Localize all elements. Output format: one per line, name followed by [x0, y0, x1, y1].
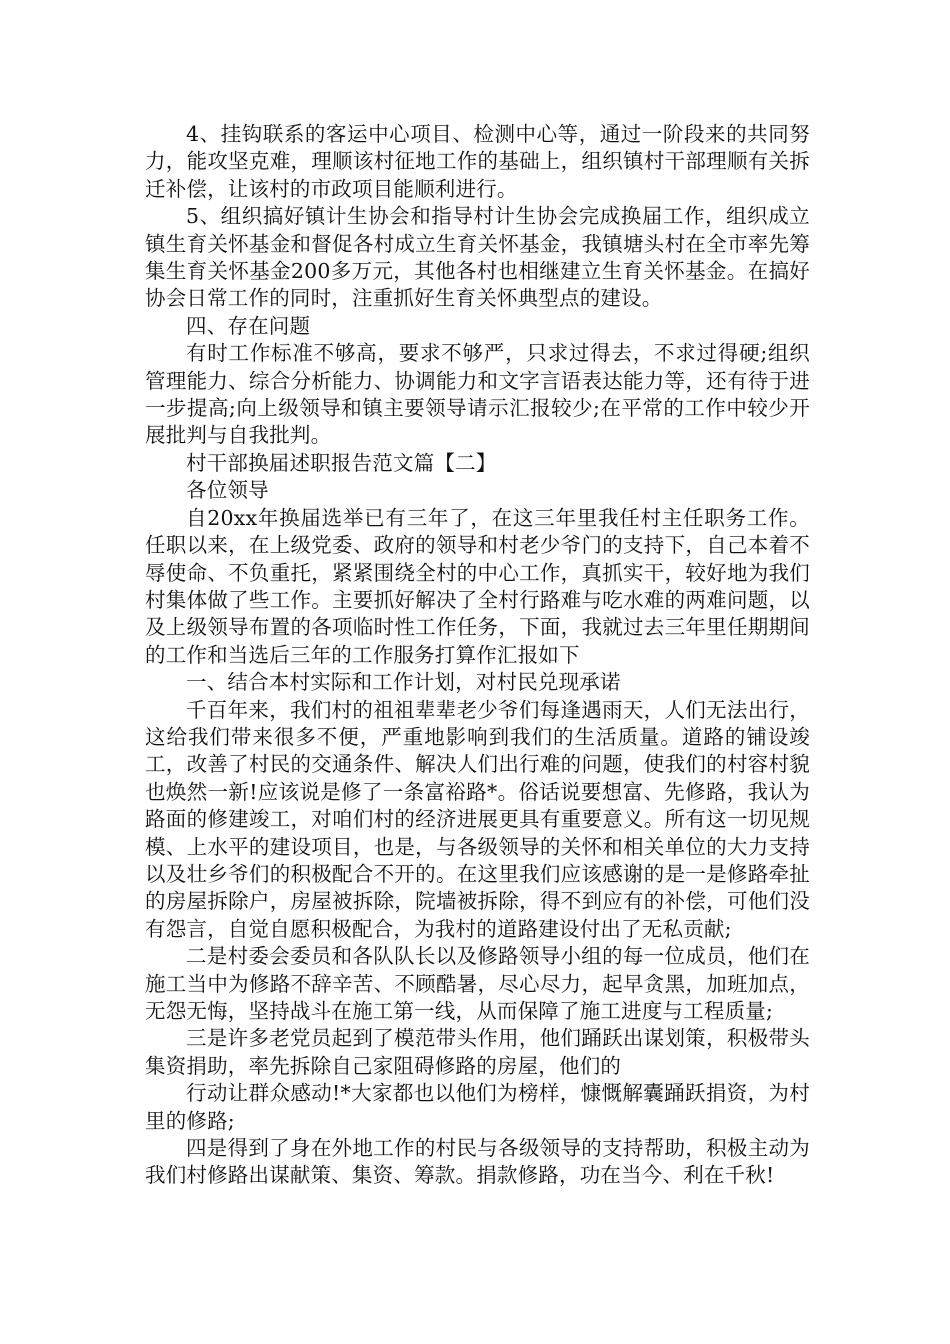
paragraph-committee-members: 二是村委会委员和各队队长以及修路领导小组的每一位成员，他们在施工当中为修路不辞辛苦、不顾酷暑，尽心尽力，起早贪黑，加班加点，无怨无悔，坚持战斗在施工第一线，从而保障了施工进度与工程质量; — [145, 944, 810, 1023]
paragraph-item-4: 4、挂钩联系的客运中心项目、检测中心等，通过一阶段来的共同努力，能攻坚克难，理顺该村征地工作的基础上，组织镇村干部理顺有关拆迁补偿，让该村的市政项目能顺利进行。 — [145, 122, 810, 201]
document-body — [145, 121, 810, 1190]
paragraph-item-5: 5、组织搞好镇计生协会和指导村计生协会完成换届工作，组织成立镇生育关怀基金和督促各村成立生育关怀基金，我镇塘头村在全市率先筹集生育关怀基金200多万元，其他各村也相继建立生育关怀基金。在搞好协会日常工作的同时，注重抓好生育关怀典型点的建设。 — [145, 204, 810, 311]
section-heading-commitments: 一、结合本村实际和工作计划，对村民兑现承诺 — [186, 670, 621, 695]
article-title-part-two: 村干部换届述职报告范文篇【二】 — [186, 450, 497, 475]
paragraph-introduction: 自20xx年换届选举已有三年了，在这三年里我任村主任职务工作。任职以来，在上级党委、政府的领导和村老少爷门的支持下，自己本着不辱使命、不负重托，紧紧围绕全村的中心工作，真抓实干，较好地为我们村集体做了些工作。主要抓好解决了全村行路难与吃水难的两难问题，以及上级领导布置的各项临时性工作任务，下面，我就过去三年里任期期间的工作和当选后三年的工作服务打算作汇报如下 — [145, 505, 810, 667]
paragraph-party-members: 三是许多老党员起到了模范带头作用，他们踊跃出谋划策，积极带头集资捐助，率先拆除自己家阻碍修路的房屋，他们的 — [145, 1026, 810, 1078]
paragraph-problems: 有时工作标准不够高，要求不够严，只求过得去，不求过得硬;组织管理能力、综合分析能力、协调能力和文字言语表达能力等，还有待于进一步提高;向上级领导和镇主要领导请示汇报较少;在平常的工作中较少开展批判与自我批判。 — [145, 341, 810, 448]
paragraph-party-members-continued: 行动让群众感动!*大家都也以他们为榜样，慷慨解囊踊跃捐资，为村里的修路; — [145, 1081, 810, 1133]
section-heading-problems: 四、存在问题 — [186, 313, 311, 338]
paragraph-road-construction: 千百年来，我们村的祖祖辈辈老少爷们每逢遇雨天，人们无法出行，这给我们带来很多不便，严重地影响到我们的生活质量。道路的铺设竣工，改善了村民的交通条件、解决人们出行难的问题，使我们的村容村貌也焕然一新!应该说是修了一条富裕路*。俗话说要想富、先修路，我认为路面的修建竣工，对咱们村的经济进展更具有重要意义。所有这一切见规模、上水平的建设项目，也是，与各级领导的关怀和相关单位的大力支持以及壮乡爷们的积极配合不开的。在这里我们应该感谢的是一是修路牵扯的房屋拆除户，房屋被拆除，院墙被拆除，得不到应有的补偿，可他们没有怨言，自觉自愿积极配合，为我村的道路建设付出了无私贡献; — [145, 697, 810, 941]
salutation: 各位领导 — [186, 478, 269, 503]
paragraph-external-support: 四是得到了身在外地工作的村民与各级领导的支持帮助，积极主动为我们村修路出谋献策、集资、筹款。捐款修路，功在当今、利在千秋! — [145, 1136, 810, 1188]
